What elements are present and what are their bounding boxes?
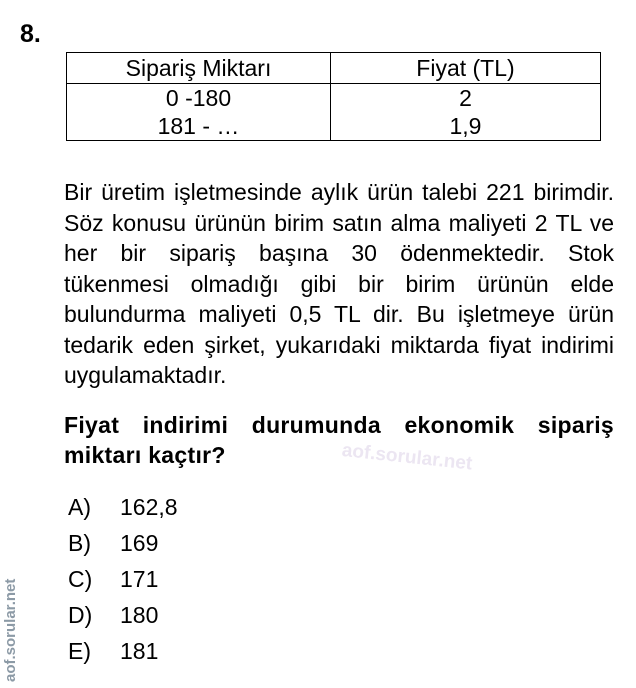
table-header: Sipariş Miktarı [67, 53, 331, 84]
option-value: 169 [120, 530, 159, 556]
table-cell: 181 - … [67, 112, 331, 141]
option-a[interactable] [68, 492, 178, 528]
question-number: 8. [20, 20, 41, 48]
option-label: D) [68, 602, 93, 628]
option-b[interactable] [68, 528, 178, 564]
table-header-row [67, 53, 601, 84]
table-cell: 0 -180 [67, 84, 331, 113]
option-c[interactable] [68, 564, 178, 600]
answer-options [68, 492, 178, 672]
table-row [67, 112, 601, 141]
question-prompt: Fiyat indirimi durumunda ekonomik sipariş miktarı kaçtır? [64, 412, 614, 468]
table-row [67, 84, 601, 113]
option-label: B) [68, 530, 91, 556]
table-cell: 2 [331, 84, 601, 113]
watermark-side: aof.sorular.net [2, 578, 19, 682]
option-e[interactable] [68, 636, 178, 672]
option-value: 162,8 [120, 494, 178, 520]
option-label: E) [68, 638, 91, 664]
option-value: 180 [120, 602, 159, 628]
option-d[interactable] [68, 600, 178, 636]
price-table [66, 52, 601, 141]
watermark-center: aof.sorular.net [340, 440, 474, 475]
option-label: A) [68, 494, 91, 520]
option-label: C) [68, 566, 93, 592]
option-value: 181 [120, 638, 159, 664]
table-cell: 1,9 [331, 112, 601, 141]
question-paragraph: Bir üretim işletmesinde aylık ürün talebi 221 birimdir. Söz konusu ürünün birim satın alma maliyeti 2 TL ve her bir sipariş başına 30 ödenmektedir. Stok tükenmesi olmadığı gibi bir birim ürünün elde bulundurma maliyeti 0,5 TL dir. Bu işletmeye ürün tedarik eden şirket, yukarıdaki miktarda fiyat indirimi uygulamaktadır. [64, 179, 614, 388]
option-value: 171 [120, 566, 159, 592]
table-header: Fiyat (TL) [331, 53, 601, 84]
